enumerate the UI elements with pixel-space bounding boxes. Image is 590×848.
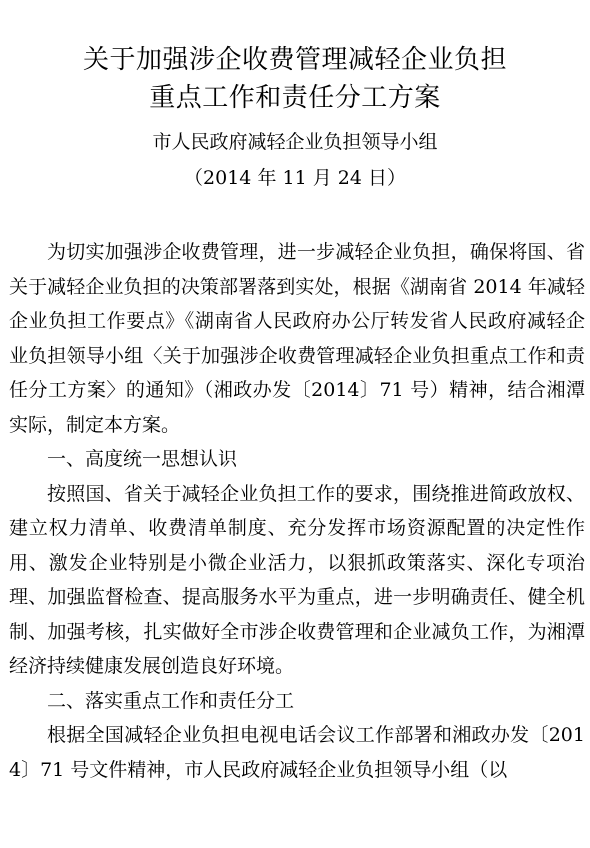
issuing-organization: 市人民政府减轻企业负担领导小组 — [152, 131, 438, 153]
section-2-paragraph: 根据全国减轻企业负担电视电话会议工作部署和湘政办发〔2014〕71 号文件精神，市人民政府减轻企业负担领导小组（以 — [9, 724, 585, 781]
document-title-line-2: 重点工作和责任分工方案 — [149, 83, 441, 113]
section-heading-2: 二、落实重点工作和责任分工 — [47, 689, 295, 712]
document-title-line-1: 关于加强涉企收费管理减轻企业负担 — [82, 45, 507, 75]
section-1-paragraph: 按照国、省关于减轻企业负担工作的要求，围绕推进简政放权、建立权力清单、收费清单制度、充分发挥市场资源配置的决定性作用、激发企业特别是小微企业活力，以狠抓政策落实、深化专项治理、加强监督检查、提高服务水平为重点，进一步明确责任、健全机制、加强考核，扎实做好全市涉企收费管理和企业减负工作，为湘潭经济持续健康发展创造良好环境。 — [9, 482, 585, 677]
document-body — [9, 235, 585, 787]
section-heading-1: 一、高度统一思想认识 — [47, 448, 238, 470]
intro-paragraph: 为切实加强涉企收费管理，进一步减轻企业负担，确保将国、省关于减轻企业负担的决策部署落到实处，根据《湖南省 2014 年减轻企业负担工作要点》《湖南省人民政府办公厅转发省人民政府减轻企业负担领导小组〈关于加强涉企收费管理减轻企业负担重点工作和责任分工方案〉的通知》（湘政办发〔2014〕71 号）精神，结合湘潭实际，制定本方案。 — [9, 241, 585, 436]
issue-date: （2014 年 11 月 24 日） — [184, 167, 406, 189]
